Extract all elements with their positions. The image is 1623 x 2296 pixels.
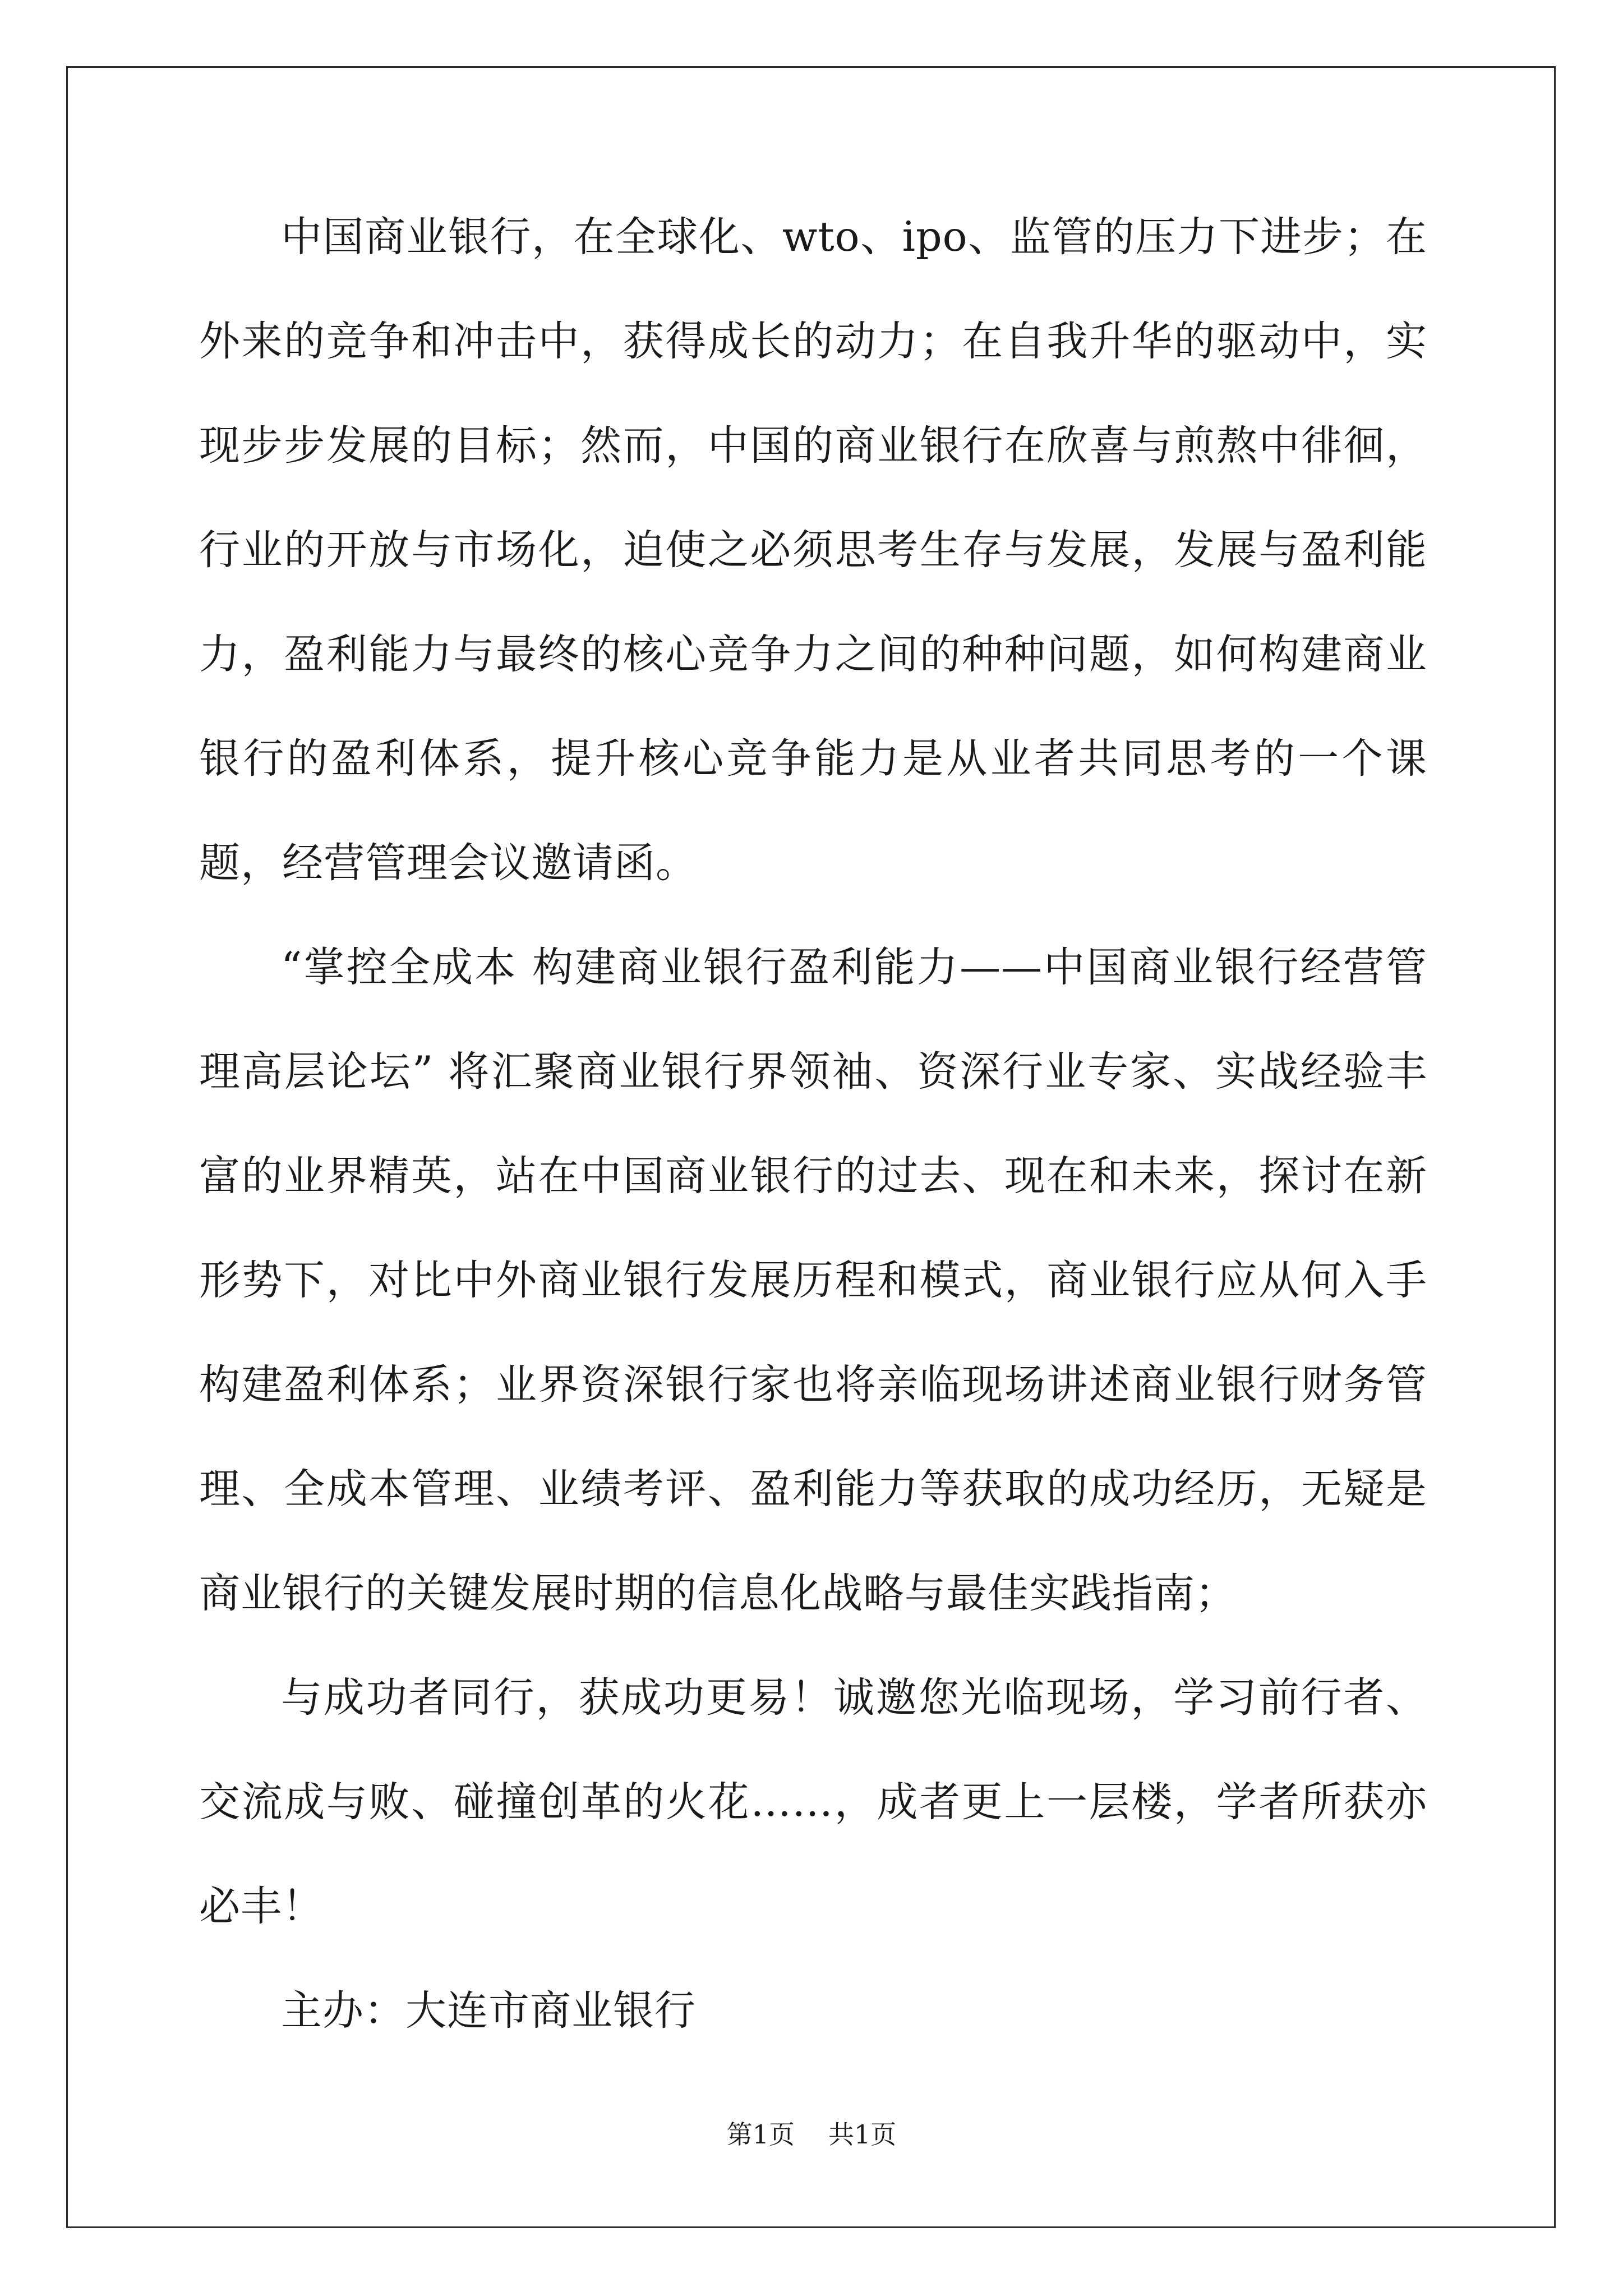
- page-footer: [0, 2118, 1623, 2151]
- paragraph-intro: 中国商业银行，在全球化、wto、ipo、监管的压力下进步；在外来的竞争和冲击中，获得成长的动力；在自我升华的驱动中，实现步步发展的目标；然而，中国的商业银行在欣喜与煎熬中徘徊，行业的开放与市场化，迫使之必须思考生存与发展，发展与盈利能力，盈利能力与最终的核心竞争力之间的种种问题，如何构建商业银行的盈利体系，提升核心竞争能力是从业者共同思考的一个课题，经营管理会议邀请函。: [199, 213, 1427, 887]
- page-number: 第1页: [726, 2119, 795, 2150]
- paragraph-organizer: 主办：大连市商业银行: [281, 1987, 696, 2035]
- paragraph-invitation: 与成功者同行，获成功更易！诚邀您光临现场，学习前行者、交流成与败、碰撞创革的火花……，成者更上一层楼，学者所获亦必丰！: [199, 1674, 1427, 1930]
- paragraph-forum: “掌控全成本 构建商业银行盈利能力——中国商业银行经营管理高层论坛” 将汇聚商业银行界领袖、资深行业专家、实战经验丰富的业界精英，站在中国商业银行的过去、现在和未来，探讨在新形势下，对比中外商业银行发展历程和模式，商业银行应从何入手构建盈利体系；业界资深银行家也将亲临现场讲述商业银行财务管理、全成本管理、业绩考评、盈利能力等获取的成功经历，无疑是商业银行的关键发展时期的信息化战略与最佳实践指南；: [199, 944, 1427, 1617]
- page-total: 共1页: [828, 2119, 897, 2150]
- document-body: [199, 185, 1427, 2063]
